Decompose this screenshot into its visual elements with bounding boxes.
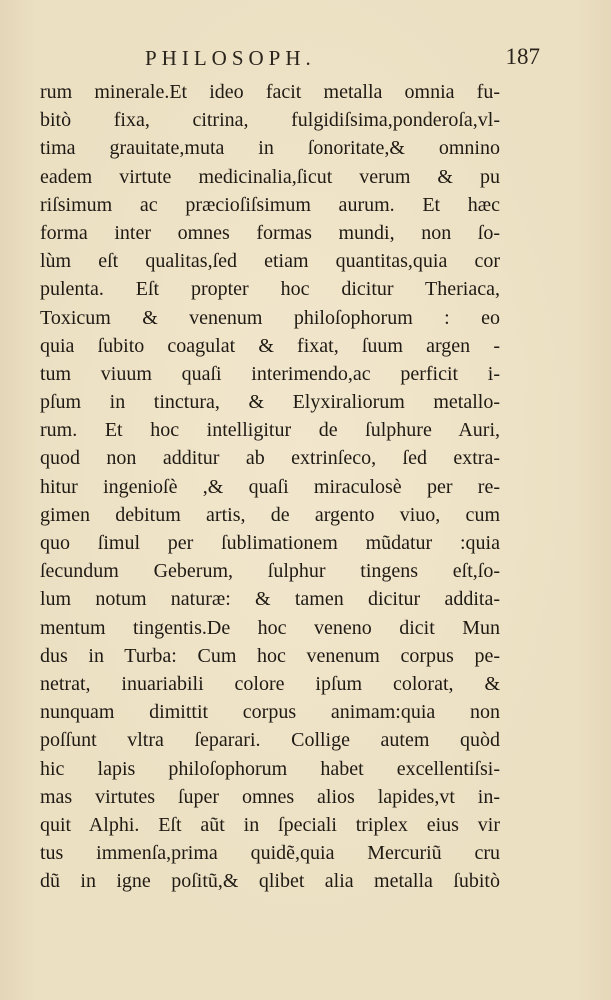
text-line: quo ſimul per ſublimationem mũdatur :quia xyxy=(40,532,500,554)
text-line: ſecundum Geberum, ſulphur tingens eſt,ſo- xyxy=(40,560,500,583)
text-line: dus in Turba: Cum hoc venenum corpus pe- xyxy=(40,644,500,667)
text-line: gimen debitum artis, de argento viuo, cum xyxy=(40,503,500,526)
text-line: lum notum naturæ: & tamen dicitur addita- xyxy=(40,588,500,611)
text-line: tum viuum quaſi interimendo,ac perficit i- xyxy=(40,362,500,385)
text-line: forma inter omnes formas mundi, non ſo- xyxy=(40,221,500,244)
text-line: eadem virtute medicinalia,ſicut verum & pu xyxy=(40,165,500,188)
text-line: mas virtutes ſuper omnes alios lapides,vt in- xyxy=(40,785,500,808)
text-line: riſsimum ac præcioſiſsimum aurum. Et hæc xyxy=(40,193,500,216)
running-head xyxy=(70,42,540,76)
page-number: 187 xyxy=(505,44,540,69)
text-line: rum minerale.Et ideo facit metalla omnia fu- xyxy=(40,81,500,103)
text-line: bitò fixa, citrina, fulgidiſsima,ponderoſa,vl- xyxy=(40,109,500,132)
text-line: lùm eſt qualitas,ſed etiam quantitas,quia cor xyxy=(40,250,500,273)
text-line: tus immenſa,prima quidẽ,quia Mercuriũ cru xyxy=(40,842,500,865)
text-line: quia ſubito coagulat & fixat, ſuum argen - xyxy=(40,334,500,357)
body-text xyxy=(40,78,500,895)
text-line: netrat, inuariabili colore ipſum colorat, & xyxy=(40,672,500,695)
text-line: quit Alphi. Eſt aũt in ſpeciali triplex eius vir xyxy=(40,813,500,836)
text-line: nunquam dimittit corpus animam:quia non xyxy=(40,701,500,724)
text-line: quod non additur ab extrinſeco, ſed extra- xyxy=(40,447,500,470)
text-line: mentum tingentis.De hoc veneno dicit Mun xyxy=(40,616,500,639)
text-line: pulenta. Eſt propter hoc dicitur Theriaca, xyxy=(40,278,500,301)
text-line: rum. Et hoc intelligitur de ſulphure Auri, xyxy=(40,419,500,442)
text-line: poſſunt vltra ſeparari. Collige autem quòd xyxy=(40,729,500,752)
text-line: pſum in tinctura, & Elyxiraliorum metallo- xyxy=(40,391,500,414)
text-line: hic lapis philoſophorum habet excellentiſsi- xyxy=(40,757,500,780)
running-title: PHILOSOPH. xyxy=(145,46,316,70)
text-line: tima grauitate,muta in ſonoritate,& omnino xyxy=(40,137,500,160)
text-line: dũ in igne poſitũ,& qlibet alia metalla ſubitò xyxy=(40,870,500,893)
text-line: Toxicum & venenum philoſophorum : eo xyxy=(40,306,500,329)
text-line: hitur ingenioſè ,& quaſi miraculosè per re- xyxy=(40,475,500,498)
